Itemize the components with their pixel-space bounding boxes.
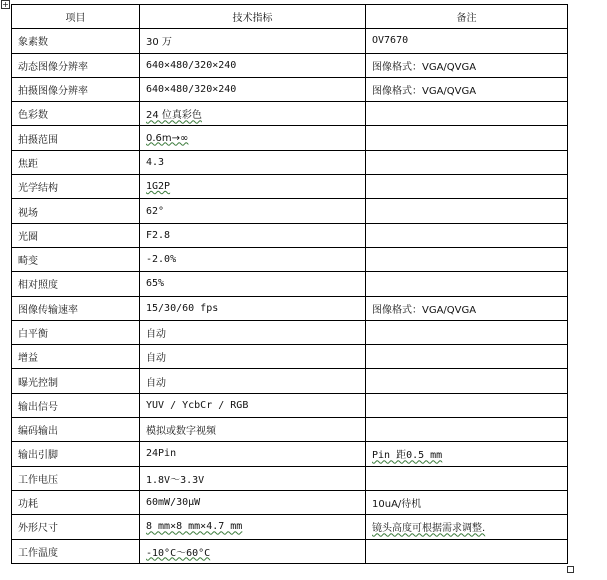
spec-cell: 640×480/320×240	[140, 53, 366, 77]
item-cell: 工作温度	[12, 539, 140, 563]
note-cell: 镜头高度可根据需求调整.	[366, 515, 568, 539]
item-cell: 焦距	[12, 150, 140, 174]
item-cell: 象素数	[12, 29, 140, 53]
item-cell: 输出引脚	[12, 442, 140, 466]
table-row	[12, 320, 568, 344]
note-cell	[366, 418, 568, 442]
note-cell	[366, 223, 568, 247]
note-cell: 图像格式：VGA/QVGA	[366, 77, 568, 101]
item-cell: 工作电压	[12, 466, 140, 490]
note-cell	[366, 247, 568, 271]
note-cell	[366, 102, 568, 126]
table-row	[12, 296, 568, 320]
header-note: 备注	[366, 5, 568, 29]
table-row	[12, 199, 568, 223]
item-cell: 图像传输速率	[12, 296, 140, 320]
spec-cell: YUV / YcbCr / RGB	[140, 393, 366, 417]
item-cell: 拍摄范围	[12, 126, 140, 150]
item-cell: 外形尺寸	[12, 515, 140, 539]
item-cell: 白平衡	[12, 320, 140, 344]
table-row	[12, 442, 568, 466]
item-cell: 功耗	[12, 490, 140, 514]
item-cell: 光圈	[12, 223, 140, 247]
spec-cell: 自动	[140, 345, 366, 369]
item-cell: 拍摄图像分辨率	[12, 77, 140, 101]
note-cell	[366, 466, 568, 490]
table-row	[12, 490, 568, 514]
item-cell: 编码输出	[12, 418, 140, 442]
note-cell: Pin 距0.5 mm	[366, 442, 568, 466]
spec-cell: 640×480/320×240	[140, 77, 366, 101]
spec-cell: 24Pin	[140, 442, 366, 466]
note-cell	[366, 272, 568, 296]
note-cell: OV7670	[366, 29, 568, 53]
table-row	[12, 515, 568, 539]
note-cell: 10uA/待机	[366, 490, 568, 514]
spec-cell: 自动	[140, 369, 366, 393]
note-cell: 图像格式：VGA/QVGA	[366, 53, 568, 77]
item-cell: 输出信号	[12, 393, 140, 417]
note-cell	[366, 320, 568, 344]
spec-cell: 模拟或数字视频	[140, 418, 366, 442]
spec-cell: 24 位真彩色	[140, 102, 366, 126]
header-item: 项目	[12, 5, 140, 29]
spec-cell: -10°C～60°C	[140, 539, 366, 563]
table-row	[12, 29, 568, 53]
table-row	[12, 247, 568, 271]
spec-table	[11, 4, 568, 564]
table-row	[12, 102, 568, 126]
item-cell: 光学结构	[12, 175, 140, 199]
spec-cell: 62°	[140, 199, 366, 223]
table-row	[12, 77, 568, 101]
note-cell: 图像格式：VGA/QVGA	[366, 296, 568, 320]
paragraph-end-mark	[567, 566, 574, 573]
note-cell	[366, 175, 568, 199]
item-cell: 增益	[12, 345, 140, 369]
item-cell: 视场	[12, 199, 140, 223]
note-cell	[366, 199, 568, 223]
table-row	[12, 369, 568, 393]
table-row	[12, 53, 568, 77]
table-move-handle-icon[interactable]: +	[2, 0, 9, 9]
spec-cell: 自动	[140, 320, 366, 344]
item-cell: 色彩数	[12, 102, 140, 126]
note-cell	[366, 345, 568, 369]
table-row	[12, 126, 568, 150]
note-cell	[366, 539, 568, 563]
spec-cell: F2.8	[140, 223, 366, 247]
table-row	[12, 150, 568, 174]
spec-cell: 65%	[140, 272, 366, 296]
table-row	[12, 272, 568, 296]
table-row	[12, 345, 568, 369]
spec-cell: 30 万	[140, 29, 366, 53]
note-cell	[366, 126, 568, 150]
table-row	[12, 223, 568, 247]
note-cell	[366, 150, 568, 174]
spec-cell: 15/30/60 fps	[140, 296, 366, 320]
spec-cell: 1.8V～3.3V	[140, 466, 366, 490]
item-cell: 相对照度	[12, 272, 140, 296]
header-spec: 技术指标	[140, 5, 366, 29]
spec-cell: 4.3	[140, 150, 366, 174]
item-cell: 畸变	[12, 247, 140, 271]
table-row	[12, 418, 568, 442]
spec-cell: 8 mm×8 mm×4.7 mm	[140, 515, 366, 539]
item-cell: 曝光控制	[12, 369, 140, 393]
table-row	[12, 539, 568, 563]
table-header-row	[12, 5, 568, 29]
spec-cell: 0.6m→∞	[140, 126, 366, 150]
table-row	[12, 393, 568, 417]
spec-cell: 60mW/30μW	[140, 490, 366, 514]
note-cell	[366, 393, 568, 417]
note-cell	[366, 369, 568, 393]
spec-cell: -2.0%	[140, 247, 366, 271]
table-row	[12, 175, 568, 199]
table-row	[12, 466, 568, 490]
item-cell: 动态图像分辨率	[12, 53, 140, 77]
spec-cell: 1G2P	[140, 175, 366, 199]
